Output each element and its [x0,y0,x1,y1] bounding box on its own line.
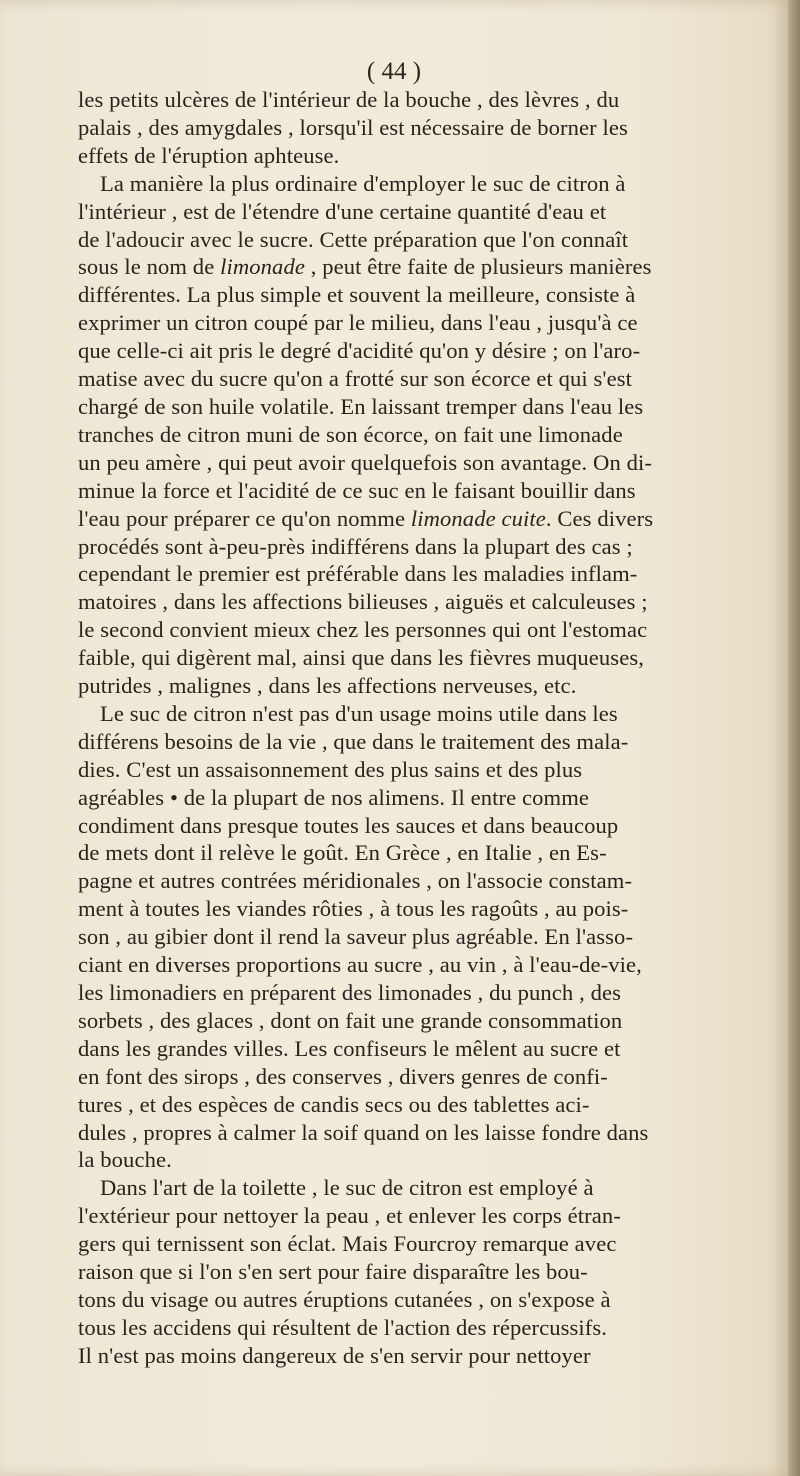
text-line: raison que si l'on s'en sert pour faire disparaître les bou- [78,1259,588,1285]
text-line: effets de l'éruption aphteuse. [78,142,340,168]
text-line: que celle-ci ait pris le degré d'acidité qu'on y désire ; on l'aro- [78,338,641,364]
text-line: l'intérieur , est de l'étendre d'une certaine quantité d'eau et [78,198,607,224]
text-line: pagne et autres contrées méridionales , on l'associe constam- [78,868,633,894]
text-fragment: l'eau pour préparer ce qu'on nomme [78,505,406,531]
text-line: ciant en diverses proportions au sucre , au vin , à l'eau-de-vie, [78,952,642,978]
text-line: l'extérieur pour nettoyer la peau , et enlever les corps étran- [78,1203,621,1229]
text-line: minue la force et l'acidité de ce suc en le faisant bouillir dans [78,477,636,503]
text-line: différens besoins de la vie , que dans le traitement des mala- [78,728,629,754]
text-line: cependant le premier est préférable dans les maladies inflam- [78,561,638,587]
text-line: procédés sont à-peu-près indifférens dans la plupart des cas ; [78,533,633,559]
text-line: en font des sirops , des conserves , divers genres de confi- [78,1063,608,1089]
text-line: Le suc de citron n'est pas d'un usage moins utile dans les [100,700,618,726]
text-line: un peu amère , qui peut avoir quelquefois son avantage. On di- [78,449,653,475]
text-line: exprimer un citron coupé par le milieu, dans l'eau , jusqu'à ce [78,310,638,336]
text-line: faible, qui digèrent mal, ainsi que dans les fièvres muqueuses, [78,645,644,671]
text-line: tons du visage ou autres éruptions cutanées , on s'expose à [78,1286,611,1312]
text-line: son , au gibier dont il rend la saveur plus agréable. En l'asso- [78,924,634,950]
text-line: sorbets , des glaces , dont on fait une grande consommation [78,1007,623,1033]
text-line: tous les accidens qui résultent de l'action des répercussifs. [78,1314,608,1340]
text-line: gers qui ternissent son éclat. Mais Fourcroy remarque avec [78,1231,617,1257]
text-line: différentes. La plus simple et souvent la meilleure, consiste à [78,282,636,308]
text-line: matise avec du sucre qu'on a frotté sur son écorce et qui s'est [78,366,632,392]
text-line: agréables • de la plupart de nos alimens. Il entre comme [78,784,590,810]
text-line [78,505,778,533]
text-line: palais , des amygdales , lorsqu'il est nécessaire de borner les [78,114,628,140]
text-fragment: . Ces divers [545,505,654,531]
text-line: putrides , malignes , dans les affections nerveuses, etc. [78,673,577,699]
term-limonade-cuite: limonade cuite [410,505,546,531]
term-limonade: limonade [220,254,305,280]
text-line: Il n'est pas moins dangereux de s'en servir pour nettoyer [78,1342,591,1368]
text-line: les limonadiers en préparent des limonades , du punch , des [78,980,621,1005]
text-line: tranches de citron muni de son écorce, on fait une limonade [78,421,623,447]
text-line: de mets dont il relève le goût. En Grèce , en Italie , en Es- [78,840,607,866]
text-fragment: , peut être faite de plusieurs manières [310,254,652,280]
text-line: La manière la plus ordinaire d'employer le suc de citron à [100,170,626,196]
page-number: ( 44 ) [366,58,422,85]
text-fragment: sous le nom de [78,254,215,280]
text-line: Dans l'art de la toilette , le suc de citron est employé à [100,1175,594,1201]
text-line: dules , propres à calmer la soif quand on les laisse fondre dans [78,1119,649,1145]
text-line: dies. C'est un assaisonnement des plus sains et des plus [78,756,583,782]
text-line: condiment dans presque toutes les sauces et dans beaucoup [78,812,619,838]
text-line: les petits ulcères de l'intérieur de la bouche , des lèvres , du [78,87,620,112]
text-line: matoires , dans les affections bilieuses , aiguës et calculeuses ; [78,589,648,615]
text-line: chargé de son huile volatile. En laissant tremper dans l'eau les [78,393,644,419]
text-line: tures , et des espèces de candis secs ou des tablettes aci- [78,1091,590,1117]
text-line: la bouche. [78,1147,172,1173]
text-line [78,253,778,281]
text-line: dans les grandes villes. Les confiseurs le mêlent au sucre et [78,1035,621,1061]
body-text [78,86,778,1370]
text-line: le second convient mieux chez les personnes qui ont l'estomac [78,617,648,643]
text-line: de l'adoucir avec le sucre. Cette préparation que l'on connaît [78,226,629,252]
book-spine-edge [788,0,800,1476]
text-line: ment à toutes les viandes rôties , à tous les ragoûts , au pois- [78,896,629,922]
